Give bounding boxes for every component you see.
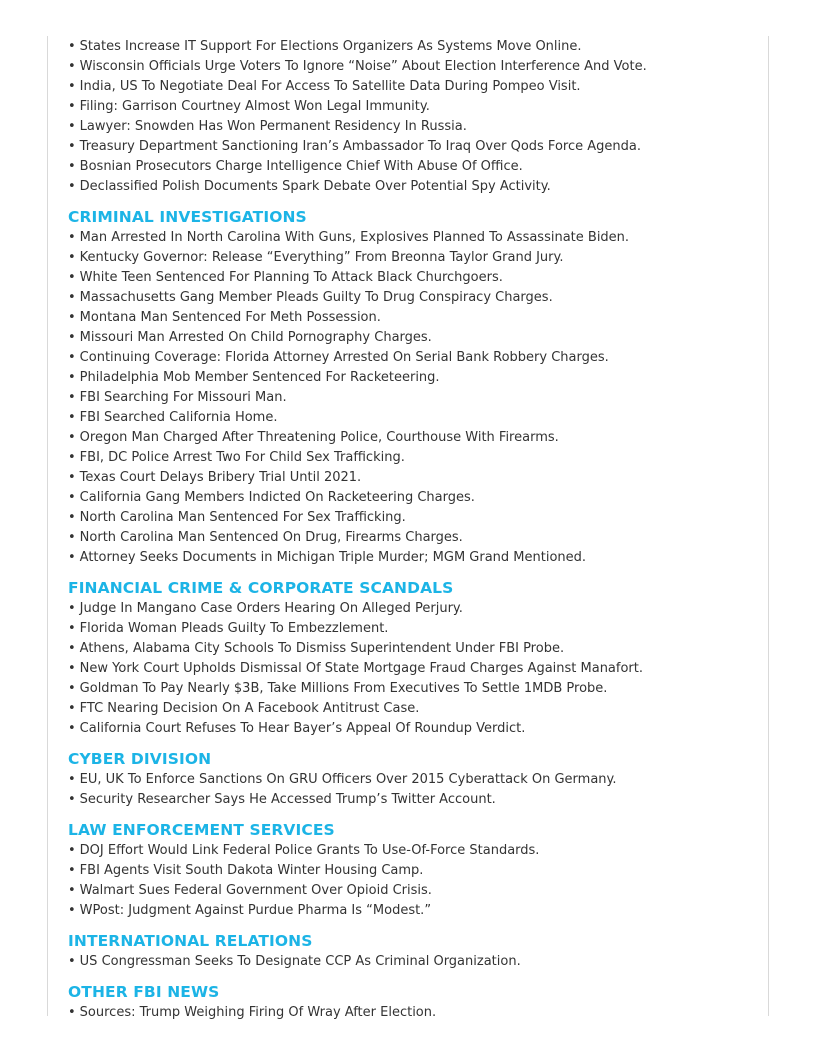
headline-list <box>68 599 758 739</box>
bullet-icon: • <box>68 550 76 565</box>
headline-text[interactable]: FBI, DC Police Arrest Two For Child Sex Trafficking. <box>79 450 405 465</box>
bullet-icon: • <box>68 370 76 385</box>
headline-link[interactable] <box>68 348 758 368</box>
bullet-icon: • <box>68 681 76 696</box>
headline-link[interactable] <box>68 97 758 117</box>
headline-text[interactable]: States Increase IT Support For Elections Organizers As Systems Move Online. <box>79 39 582 54</box>
news-section <box>68 982 758 1023</box>
headline-text[interactable]: Kentucky Governor: Release “Everything” From Breonna Taylor Grand Jury. <box>79 250 564 265</box>
headline-link[interactable] <box>68 328 758 348</box>
headline-text[interactable]: Bosnian Prosecutors Charge Intelligence Chief With Abuse Of Office. <box>79 159 523 174</box>
bullet-icon: • <box>68 430 76 445</box>
headline-list <box>68 37 758 197</box>
bullet-icon: • <box>68 79 76 94</box>
headline-link[interactable] <box>68 881 758 901</box>
news-section <box>68 207 758 568</box>
headline-text[interactable]: Walmart Sues Federal Government Over Opioid Crisis. <box>79 883 432 898</box>
bullet-icon: • <box>68 490 76 505</box>
headline-link[interactable] <box>68 488 758 508</box>
headline-list <box>68 841 758 921</box>
section-heading: OTHER FBI NEWS <box>68 983 220 1001</box>
bullet-icon: • <box>68 310 76 325</box>
headline-link[interactable] <box>68 719 758 739</box>
headline-link[interactable] <box>68 77 758 97</box>
headline-text[interactable]: Goldman To Pay Nearly $3B, Take Millions From Executives To Settle 1MDB Probe. <box>79 681 608 696</box>
headline-text[interactable]: Man Arrested In North Carolina With Guns, Explosives Planned To Assassinate Biden. <box>79 230 630 245</box>
headline-link[interactable] <box>68 388 758 408</box>
bullet-icon: • <box>68 641 76 656</box>
bullet-icon: • <box>68 954 76 969</box>
news-section <box>68 820 758 921</box>
bullet-icon: • <box>68 250 76 265</box>
headline-text[interactable]: DOJ Effort Would Link Federal Police Grants To Use-Of-Force Standards. <box>79 843 540 858</box>
headline-link[interactable] <box>68 952 758 972</box>
headline-link[interactable] <box>68 548 758 568</box>
headline-text[interactable]: Judge In Mangano Case Orders Hearing On Alleged Perjury. <box>79 601 463 616</box>
headline-text[interactable]: North Carolina Man Sentenced For Sex Trafficking. <box>79 510 406 525</box>
headline-text[interactable]: New York Court Upholds Dismissal Of State Mortgage Fraud Charges Against Manafort. <box>79 661 644 676</box>
bullet-icon: • <box>68 39 76 54</box>
headline-link[interactable] <box>68 137 758 157</box>
section-heading: FINANCIAL CRIME & CORPORATE SCANDALS <box>68 579 454 597</box>
headline-text[interactable]: Continuing Coverage: Florida Attorney Arrested On Serial Bank Robbery Charges. <box>79 350 609 365</box>
headline-link[interactable] <box>68 790 758 810</box>
bullet-icon: • <box>68 772 76 787</box>
headline-link[interactable] <box>68 408 758 428</box>
headline-link[interactable] <box>68 368 758 388</box>
bullet-icon: • <box>68 59 76 74</box>
news-section <box>68 749 758 810</box>
headline-text[interactable]: Treasury Department Sanctioning Iran’s Ambassador To Iraq Over Qods Force Agenda. <box>79 139 641 154</box>
headline-text[interactable]: FTC Nearing Decision On A Facebook Antitrust Case. <box>79 701 420 716</box>
headline-text[interactable]: Filing: Garrison Courtney Almost Won Legal Immunity. <box>79 99 430 114</box>
headline-link[interactable] <box>68 228 758 248</box>
headline-text[interactable]: Wisconsin Officials Urge Voters To Ignore “Noise” About Election Interference And Vote. <box>79 59 647 74</box>
headline-text[interactable]: US Congressman Seeks To Designate CCP As Criminal Organization. <box>79 954 521 969</box>
headline-text[interactable]: WPost: Judgment Against Purdue Pharma Is “Modest.” <box>79 903 432 918</box>
headline-link[interactable] <box>68 639 758 659</box>
section-heading: INTERNATIONAL RELATIONS <box>68 932 313 950</box>
section-heading: CRIMINAL INVESTIGATIONS <box>68 208 307 226</box>
headline-link[interactable] <box>68 1003 758 1023</box>
bullet-icon: • <box>68 863 76 878</box>
headline-text[interactable]: Oregon Man Charged After Threatening Police, Courthouse With Firearms. <box>79 430 559 445</box>
headline-text[interactable]: Sources: Trump Weighing Firing Of Wray After Election. <box>79 1005 437 1020</box>
bullet-icon: • <box>68 903 76 918</box>
headline-link[interactable] <box>68 901 758 921</box>
headline-text[interactable]: Lawyer: Snowden Has Won Permanent Residency In Russia. <box>79 119 467 134</box>
bullet-icon: • <box>68 661 76 676</box>
bullet-icon: • <box>68 230 76 245</box>
bullet-icon: • <box>68 390 76 405</box>
headline-text[interactable]: FBI Searching For Missouri Man. <box>79 390 287 405</box>
bullet-icon: • <box>68 721 76 736</box>
headline-text[interactable]: FBI Agents Visit South Dakota Winter Housing Camp. <box>79 863 424 878</box>
headline-text[interactable]: Montana Man Sentenced For Meth Possession. <box>79 310 381 325</box>
headline-text[interactable]: California Gang Members Indicted On Racketeering Charges. <box>79 490 475 505</box>
bullet-icon: • <box>68 510 76 525</box>
headline-link[interactable] <box>68 528 758 548</box>
headline-link[interactable] <box>68 599 758 619</box>
bullet-icon: • <box>68 99 76 114</box>
bullet-icon: • <box>68 330 76 345</box>
headline-link[interactable] <box>68 268 758 288</box>
headline-link[interactable] <box>68 157 758 177</box>
headline-link[interactable] <box>68 679 758 699</box>
headline-link[interactable] <box>68 508 758 528</box>
headline-list <box>68 1003 758 1023</box>
bullet-icon: • <box>68 621 76 636</box>
headline-link[interactable] <box>68 288 758 308</box>
headline-text[interactable]: Massachusetts Gang Member Pleads Guilty To Drug Conspiracy Charges. <box>79 290 553 305</box>
headline-list <box>68 952 758 972</box>
headline-list <box>68 770 758 810</box>
bullet-icon: • <box>68 450 76 465</box>
bullet-icon: • <box>68 883 76 898</box>
headline-link[interactable] <box>68 841 758 861</box>
bullet-icon: • <box>68 701 76 716</box>
bullet-icon: • <box>68 179 76 194</box>
headline-link[interactable] <box>68 770 758 790</box>
headline-text[interactable]: Texas Court Delays Bribery Trial Until 2021. <box>79 470 362 485</box>
bullet-icon: • <box>68 530 76 545</box>
headline-text[interactable]: Attorney Seeks Documents in Michigan Triple Murder; MGM Grand Mentioned. <box>79 550 587 565</box>
headline-link[interactable] <box>68 248 758 268</box>
section-heading: LAW ENFORCEMENT SERVICES <box>68 821 335 839</box>
headline-text[interactable]: California Court Refuses To Hear Bayer’s Appeal Of Roundup Verdict. <box>79 721 526 736</box>
headline-link[interactable] <box>68 308 758 328</box>
headline-link[interactable] <box>68 117 758 137</box>
bullet-icon: • <box>68 470 76 485</box>
headline-text[interactable]: Security Researcher Says He Accessed Trump’s Twitter Account. <box>79 792 496 807</box>
headline-text[interactable]: FBI Searched California Home. <box>79 410 278 425</box>
headline-link[interactable] <box>68 468 758 488</box>
headline-link[interactable] <box>68 448 758 468</box>
headline-text[interactable]: Athens, Alabama City Schools To Dismiss Superintendent Under FBI Probe. <box>79 641 565 656</box>
bullet-icon: • <box>68 601 76 616</box>
headline-text[interactable]: EU, UK To Enforce Sanctions On GRU Officers Over 2015 Cyberattack On Germany. <box>79 772 617 787</box>
headline-link[interactable] <box>68 428 758 448</box>
bullet-icon: • <box>68 139 76 154</box>
headline-text[interactable]: White Teen Sentenced For Planning To Attack Black Churchgoers. <box>79 270 503 285</box>
headline-text[interactable]: Florida Woman Pleads Guilty To Embezzlement. <box>79 621 389 636</box>
bullet-icon: • <box>68 270 76 285</box>
headline-list <box>68 228 758 568</box>
news-section <box>68 931 758 972</box>
headline-link[interactable] <box>68 699 758 719</box>
section-heading: CYBER DIVISION <box>68 750 212 768</box>
headline-link[interactable] <box>68 177 758 197</box>
bullet-icon: • <box>68 410 76 425</box>
news-section <box>68 37 758 197</box>
bullet-icon: • <box>68 792 76 807</box>
bullet-icon: • <box>68 350 76 365</box>
bullet-icon: • <box>68 119 76 134</box>
bullet-icon: • <box>68 1005 76 1020</box>
headline-text[interactable]: Missouri Man Arrested On Child Pornography Charges. <box>79 330 432 345</box>
headline-link[interactable] <box>68 57 758 77</box>
headline-text[interactable]: Declassified Polish Documents Spark Debate Over Potential Spy Activity. <box>79 179 551 194</box>
headline-link[interactable] <box>68 37 758 57</box>
headline-text[interactable]: North Carolina Man Sentenced On Drug, Firearms Charges. <box>79 530 463 545</box>
headline-link[interactable] <box>68 619 758 639</box>
headline-link[interactable] <box>68 659 758 679</box>
headline-link[interactable] <box>68 861 758 881</box>
bullet-icon: • <box>68 290 76 305</box>
news-digest <box>68 37 758 1023</box>
headline-text[interactable]: Philadelphia Mob Member Sentenced For Racketeering. <box>79 370 440 385</box>
headline-text[interactable]: India, US To Negotiate Deal For Access To Satellite Data During Pompeo Visit. <box>79 79 581 94</box>
bullet-icon: • <box>68 159 76 174</box>
news-section <box>68 578 758 739</box>
bullet-icon: • <box>68 843 76 858</box>
